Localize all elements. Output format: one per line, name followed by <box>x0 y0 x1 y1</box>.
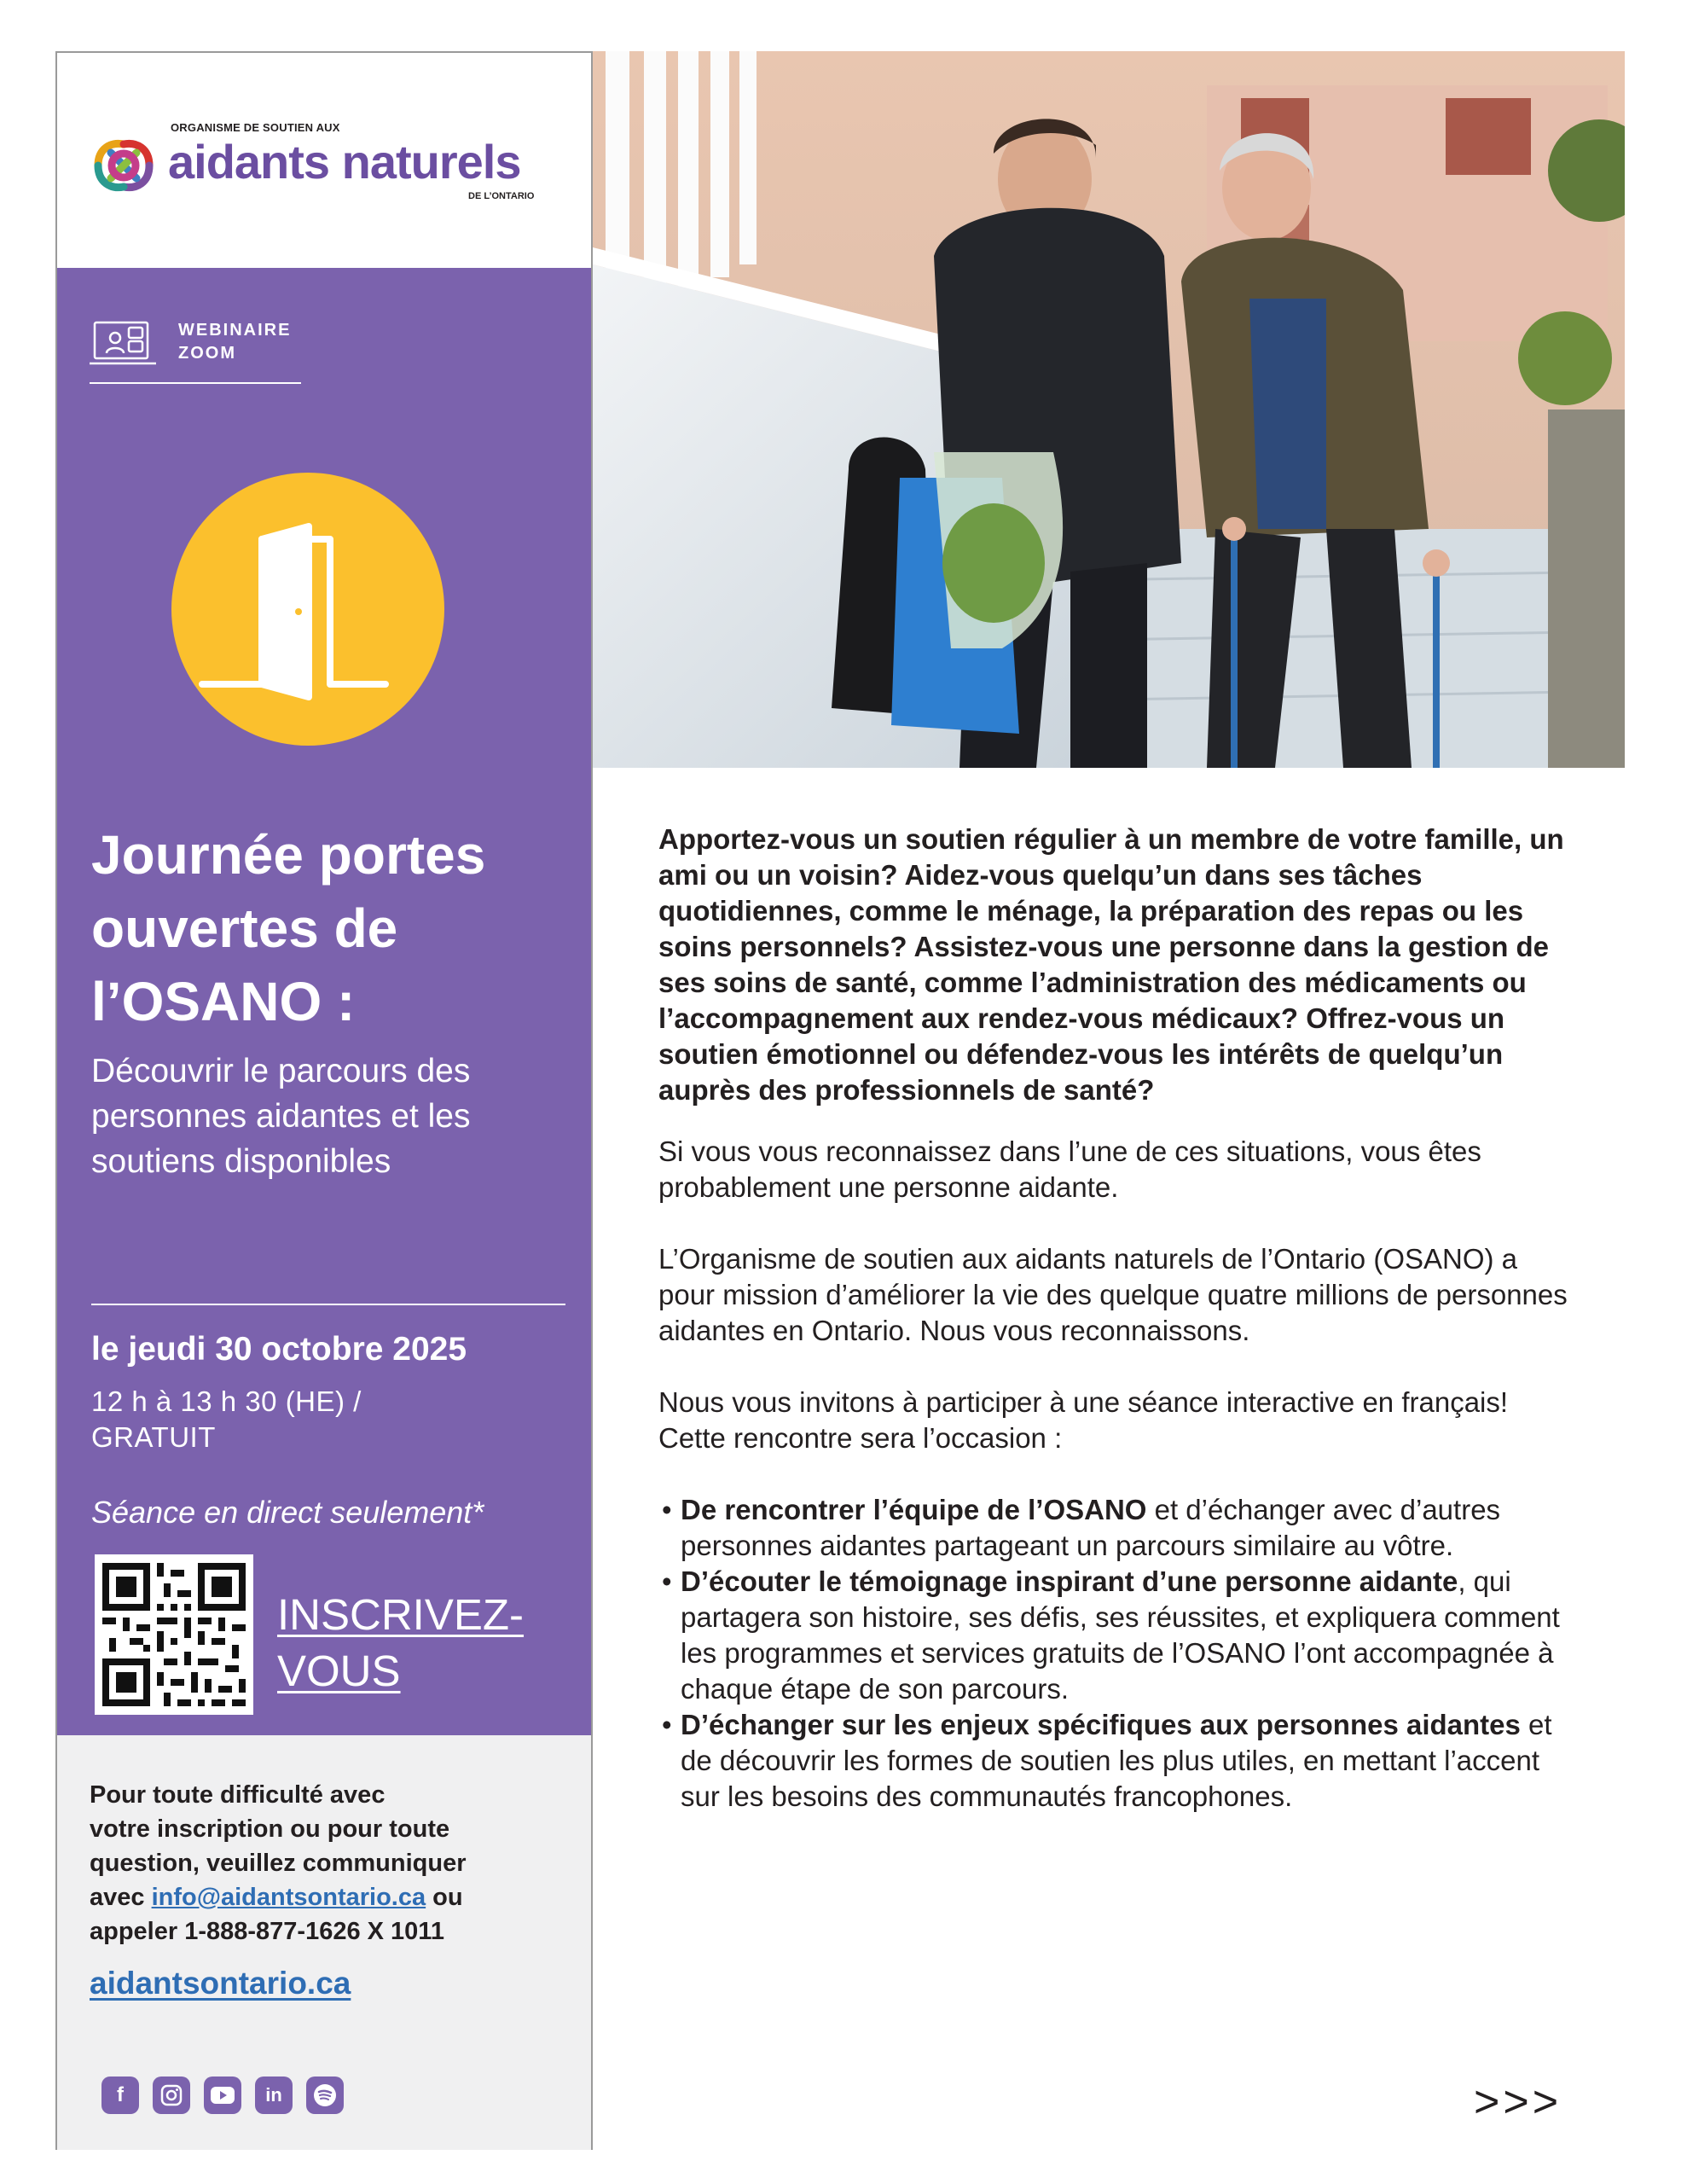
list-item: • D’échanger sur les enjeux spécifiques aux personnes aidantes et de découvrir les formes de soutien les plus utiles, en mettant l’accent sur les besoins des communautés francophones. <box>658 1707 1571 1815</box>
qr-code-icon <box>102 1562 246 1707</box>
logo-name: aidants naturels <box>168 135 521 189</box>
list-item: • De rencontrer l’équipe de l’OSANO et d’échanger avec d’autres personnes aidantes partageant un parcours similaire au vôtre. <box>658 1492 1571 1564</box>
event-time: 12 h à 13 h 30 (HE) / GRATUIT <box>91 1385 362 1453</box>
benefits-list <box>658 1492 1571 1815</box>
facebook-icon[interactable]: f <box>101 2077 139 2114</box>
article-body <box>658 822 1571 1815</box>
event-date: le jeudi 30 octobre 2025 <box>91 1331 467 1368</box>
contact-panel <box>57 1735 591 2150</box>
paragraph: L’Organisme de soutien aux aidants naturels de l’Ontario (OSANO) a pour mission d’améliorer la vie des quelque quatre millions de personnes aidantes en Ontario. Nous vous reconnaissons. <box>658 1243 1568 1346</box>
page-subtitle: Découvrir le parcours des personnes aidantes et les soutiens disponibles <box>91 1053 471 1180</box>
instagram-icon[interactable] <box>153 2077 190 2114</box>
caregiver-photo-illustration <box>593 51 1625 768</box>
paragraph: Nous vous invitons à participer à une séance interactive en français! Cette rencontre sera l’occasion : <box>658 1386 1509 1454</box>
register-link[interactable]: INSCRIVEZ- VOUS <box>277 1590 525 1695</box>
event-type-label: WEBINAIRE ZOOM <box>178 321 292 363</box>
contact-info: Pour toute difficulté avec votre inscription ou pour toute question, veuillez communiquer avec info@aidantsontario.ca ou appeler 1-888-877-1626 X 1011 <box>90 1781 467 1945</box>
youtube-icon[interactable] <box>204 2077 241 2114</box>
event-panel <box>57 268 591 1735</box>
intro-question: Apportez-vous un soutien régulier à un membre de votre famille, un ami ou un voisin? Aidez-vous quelqu’un dans ses tâches quotidiennes, comme le ménage, la préparation des repas ou les soins personnels? Assistez-vous une personne dans la gestion de ses soins de santé, comme l’administration des médicaments ou l’accompagnement aux rendez-vous médicaux? Offrez-vous un soutien émotionnel ou défendez-vous les intérêts de quelqu’un auprès des professionnels de santé? <box>658 823 1564 1106</box>
next-page-indicator: >>> <box>1474 2077 1562 2127</box>
social-links <box>101 2077 344 2114</box>
sidebar-panel <box>55 51 593 2150</box>
logo-knot-icon <box>81 123 166 208</box>
email-link[interactable]: info@aidantsontario.ca <box>151 1884 426 1911</box>
paragraph: Si vous vous reconnaissez dans l’une de ces situations, vous êtes probablement une personne aidante. <box>658 1136 1481 1203</box>
website-link[interactable]: aidantsontario.ca <box>90 1966 351 2001</box>
logo <box>57 53 591 268</box>
logo-tagline-top: ORGANISME DE SOUTIEN AUX <box>171 121 340 134</box>
page-title: Journée portes ouvertes de l’OSANO : <box>91 824 486 1032</box>
open-door-icon <box>194 505 398 710</box>
divider <box>90 382 301 384</box>
spotify-icon[interactable] <box>306 2077 344 2114</box>
logo-tagline-bottom: DE L’ONTARIO <box>468 191 535 201</box>
webinar-laptop-icon <box>90 317 158 369</box>
divider <box>91 1304 565 1305</box>
list-item: • D’écouter le témoignage inspirant d’une personne aidante, qui partagera son histoire, ses défis, ses réussites, et expliquera comment les programmes et services gratuits de l’OSANO l’ont accompagnée à chaque étape de son parcours. <box>658 1564 1571 1707</box>
live-only-note: Séance en direct seulement* <box>91 1495 484 1530</box>
linkedin-icon[interactable]: in <box>255 2077 293 2114</box>
qr-code[interactable] <box>95 1554 253 1715</box>
hero-photo <box>593 51 1625 768</box>
